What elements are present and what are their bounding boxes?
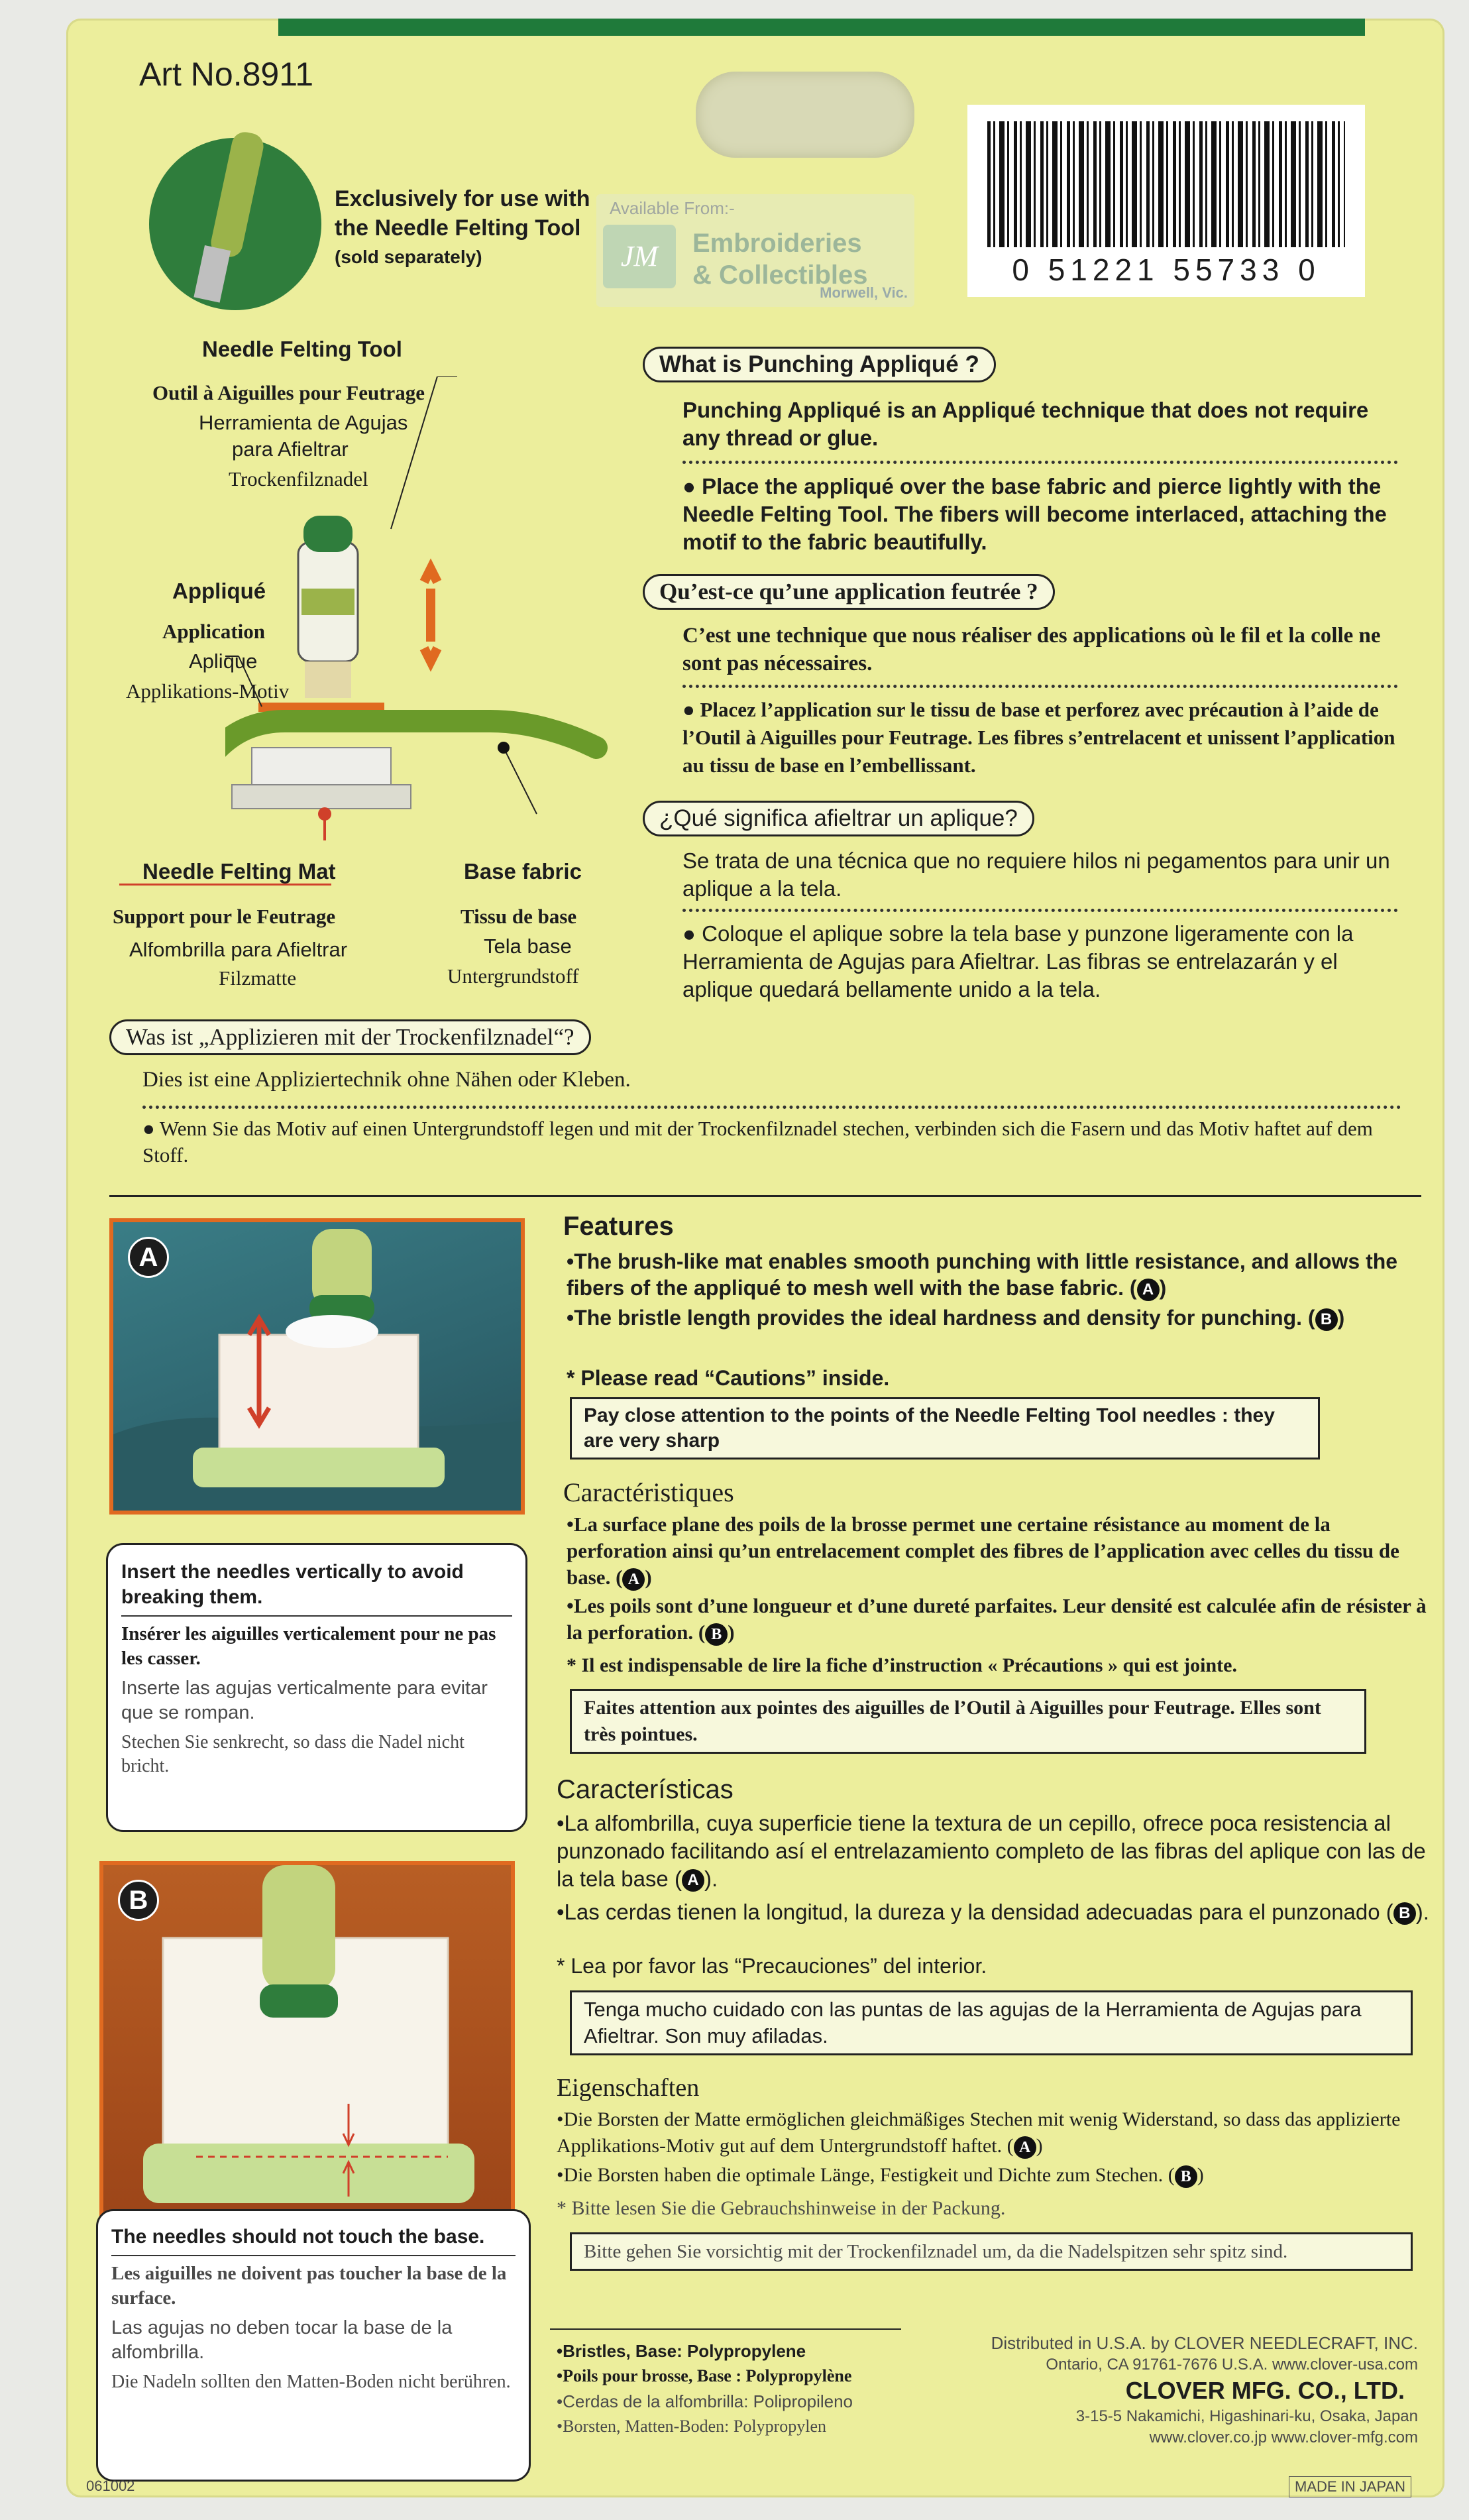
caution-box-fr: Faites attention aux pointes des aiguilles de l’Outil à Aiguilles pour Feutrage. Elles sont très pointues. (570, 1689, 1366, 1754)
dealer-logo: JM (603, 225, 676, 288)
label-tool-fr: Outil à Aiguilles pour Feutrage (152, 381, 425, 404)
photo-a (109, 1218, 525, 1515)
top-green-bar (278, 19, 1365, 36)
distributor-info: Distributed in U.S.A. by CLOVER NEEDLECRAFT, INC. Ontario, CA 91761-7676 U.S.A. www.clover-usa.com CLOVER MFG. CO., LTD. 3-15-5 Nakamichi, Higashinari-ku, Osaka, Japan www.clover.co.jp www.clover-mfg.com (991, 2333, 1418, 2446)
tool-cap (303, 516, 353, 552)
art-number: Art No.8911 (139, 56, 314, 93)
materials: •Bristles, Base: Polypropylene •Poils pour brosse, Base : Polypropylène •Cerdas de la alfombrilla: Polipropileno •Borsten, Matten-Boden: Polypropylen (557, 2341, 853, 2436)
label-mat-fr: Support pour le Feutrage (113, 905, 336, 928)
mat-base-a (193, 1448, 445, 1487)
print-code: 061002 (86, 2478, 135, 2494)
bullet-es: ● Coloque el aplique sobre la tela base y punzone ligeramente con la Herramienta de Agujas para Afieltrar. Las fibras se entrelazarán y el aplique quedará bellamente unido a la tela. (682, 921, 1354, 1002)
photo-b (99, 1861, 515, 2240)
caution-box-en: Pay close attention to the points of the Needle Felting Tool needles : they are very sharp (570, 1397, 1320, 1460)
label-tool-es2: para Afieltrar (232, 437, 349, 461)
dots-en (682, 461, 1398, 464)
answer-es: Se trata de una técnica que no requiere hilos ni pegamentos para unir un aplique a la tela. (682, 848, 1390, 901)
bullet-en: ● Place the appliqué over the base fabric and pierce lightly with the Needle Felting Tool. The fibers will become interlaced, attaching the motif to the fabric beautifully. (682, 474, 1387, 554)
badge-a: A (128, 1237, 169, 1278)
question-es: ¿Qué significa afieltrar un aplique? (643, 801, 1034, 836)
label-applique-fr: Application (162, 620, 266, 643)
question-fr: Qu’est-ce qu’une application feutrée ? (643, 574, 1055, 610)
dots-fr (682, 685, 1398, 688)
up-down-arrow (424, 569, 437, 661)
features-title-de: Eigenschaften (557, 2074, 700, 2102)
hang-hole (696, 72, 914, 158)
features-en-1: •The brush-like mat enables smooth punching with little resistance, and allows the fibers of the appliqué to mesh well with the base fabric. ( A ) (567, 1249, 1398, 1300)
barcode-digits: 0 51221 55733 0 (1012, 253, 1321, 287)
label-applique-es: Aplique (189, 650, 258, 673)
callout-a: Insert the needles vertically to avoid breaking them. Insérer les aiguilles verticalement pour ne pas les casser. Inserte las agujas verticalmente para evitar que se rompan. Stechen Sie senkrecht, so dass die Nadel nicht bricht. (106, 1543, 527, 1832)
bullet-fr: ● Placez l’application sur le tissu de base et perforez avec précaution à l’aide de l’Outil à Aiguilles pour Feutrage. Les fibres s’entrelacent et unissent l’application au tissu de base en l’embellissant. (682, 698, 1395, 777)
features-title-fr: Caractéristiques (563, 1477, 734, 1507)
tool-needles (305, 661, 351, 698)
features-en-3: * Please read “Cautions” inside. (567, 1366, 890, 1390)
features-fr-2: •Les poils sont d’une longueur et d’une dureté parfaites. Leur densité est calculée afin de résister à la perforation. ( B ) (567, 1593, 1428, 1646)
features-de-3: * Bitte lesen Sie die Gebrauchshinweise in der Packung. (557, 2197, 1006, 2219)
features-de-2: •Die Borsten haben die optimale Länge, Festigkeit und Dichte zum Stechen. ( B ) (557, 2162, 1438, 2189)
tool-b (262, 1865, 335, 1991)
label-tool-en: Needle Felting Tool (202, 337, 402, 361)
label-mat-es: Alfombrilla para Afieltrar (129, 938, 348, 961)
tool-grip (301, 589, 354, 615)
label-base-es: Tela base (484, 935, 572, 958)
answer-en: Punching Appliqué is an Appliqué technique that does not require any thread or glue. (682, 398, 1369, 450)
exclusive-note: Exclusively for use with the Needle Felting Tool (sold separately) (335, 186, 590, 267)
label-mat-de: Filzmatte (219, 966, 297, 990)
features-fr-1: •La surface plane des poils de la brosse permet une certaine résistance au moment de la perforation ainsi qu’un entrelacement complet des fibres de l’application avec celles du tissu de base. ( A ) (567, 1511, 1428, 1591)
footer-rule (550, 2328, 901, 2330)
features-es-1: •La alfombrilla, cuya superficie tiene la textura de un cepillo, ofrece poca resistencia al punzonado facilitando así el entrelazamiento completo de las fibras del aplique con las de la tela base ( A ). (557, 1811, 1426, 1891)
photo-a-illustration (113, 1222, 521, 1511)
dealer-sticker: Available From:- JM Embroideries & Collectibles Morwell, Vic. (596, 194, 914, 307)
question-en: What is Punching Appliqué ? (643, 347, 996, 382)
label-base-fr: Tissu de base (461, 905, 577, 928)
divider (109, 1195, 1421, 1197)
label-mat-en: Needle Felting Mat (142, 859, 336, 884)
tool-thumbnail (142, 118, 328, 317)
dots-es (682, 909, 1398, 912)
callout-b: The needles should not touch the base. Les aiguilles ne doivent pas toucher la base de la surface. Las agujas no deben tocar la base de la alfombrilla. Die Nadeln sollten den Matten-Boden nicht berühren. (96, 2209, 531, 2482)
mat-bristles (252, 748, 391, 787)
photo-b-illustration (103, 1865, 511, 2236)
barcode (967, 105, 1365, 297)
answer-de: Dies ist eine Appliziertechnik ohne Nähen oder Kleben. (142, 1068, 631, 1092)
features-es-2: •Las cerdas tienen la longitud, la dureza y la densidad adecuadas para el punzonado ( B ). (557, 1900, 1429, 1924)
barcode-bars (987, 121, 1345, 247)
bullet-de: ● Wenn Sie das Motiv auf einen Untergrundstoff legen und mit der Trockenfilznadel stechen, verbinden sich die Fasern und das Motiv haftet auf dem Stoff. (142, 1117, 1373, 1167)
answer-fr: C’est une technique que nous réaliser des applications où le fil et la colle ne sont pas nécessaires. (682, 624, 1381, 675)
felting-diagram (225, 376, 689, 840)
badge-b: B (118, 1880, 159, 1921)
caution-box-es: Tenga mucho cuidado con las puntas de las agujas de la Herramienta de Agujas para Afieltrar. Son muy afiladas. (570, 1990, 1413, 2055)
label-base-en: Base fabric (464, 859, 582, 884)
label-applique-de: Applikations-Motiv (126, 679, 290, 703)
label-base-de: Untergrundstoff (447, 964, 579, 988)
features-de-1: •Die Borsten der Matte ermöglichen gleichmäßiges Stechen mit wenig Widerstand, so dass das applizierte Applikations-Motiv gut auf dem Untergrundstoff haftet. ( A ) (557, 2106, 1438, 2159)
question-de: Was ist „Applizieren mit der Trockenfilznadel“? (109, 1019, 591, 1055)
mat-base (232, 785, 411, 809)
made-in-japan: MADE IN JAPAN (1289, 2476, 1411, 2497)
mat-underline (119, 884, 331, 886)
package-card (66, 19, 1444, 2497)
features-fr-3: * Il est indispensable de lire la fiche d’instruction « Précautions » qui est jointe. (567, 1654, 1237, 1676)
caution-box-de: Bitte gehen Sie vorsichtig mit der Trockenfilznadel um, da die Nadelspitzen sehr spitz sind. (570, 2232, 1413, 2271)
label-applique-en: Appliqué (172, 579, 266, 603)
mat-bristles-a (219, 1335, 418, 1461)
features-title-es: Características (557, 1775, 734, 1804)
dots-de (142, 1106, 1401, 1109)
label-tool-es1: Herramienta de Agujas (199, 411, 408, 434)
features-en-2: •The bristle length provides the ideal hardness and density for punching. ( B ) (567, 1306, 1345, 1330)
features-title-en: Features (563, 1212, 674, 1241)
features-es-3: * Lea por favor las “Precauciones” del interior. (557, 1954, 987, 1978)
mat-base-b (143, 2144, 474, 2203)
label-tool-de: Trockenfilznadel (229, 467, 368, 490)
